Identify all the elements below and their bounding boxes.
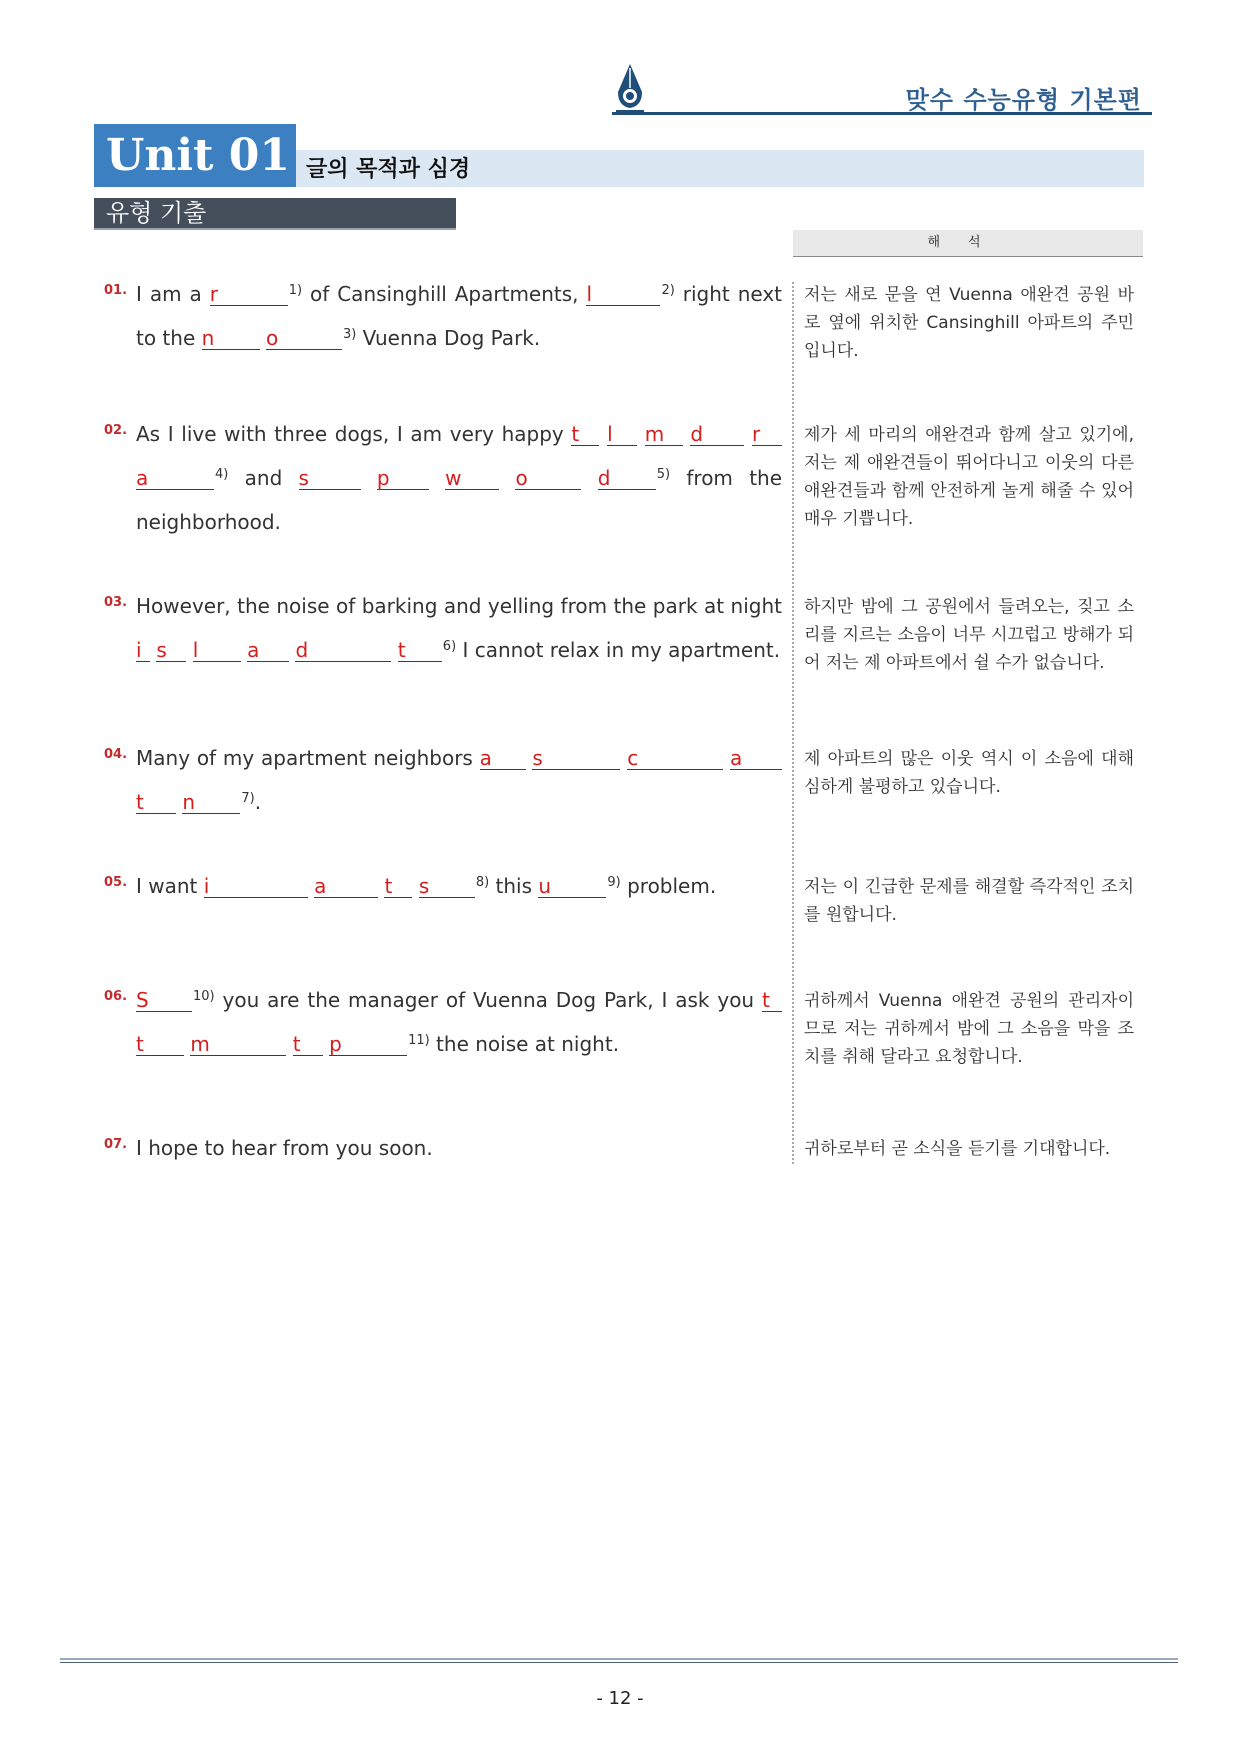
answer-blank[interactable]: o (266, 327, 342, 350)
korean-translation: 귀하께서 Vuenna 애완견 공원의 관리자이므로 저는 귀하께서 밤에 그 소음을 막을 조치를 취해 달라고 요청합니다. (804, 991, 1134, 1067)
sentence-text: I hope to hear from you soon. (136, 1136, 433, 1160)
korean-translation: 제 아파트의 많은 이웃 역시 이 소음에 대해 심하게 불평하고 있습니다. (804, 749, 1134, 797)
korean-translation: 하지만 밤에 그 공원에서 들려오는, 짖고 소리를 지르는 소음이 너무 시끄럽고 방해가 되어 저는 제 아파트에서 쉴 수가 없습니다. (804, 597, 1134, 673)
answer-blank[interactable]: a (136, 467, 214, 490)
sentence-text: from the neighborhood. (136, 466, 783, 534)
item-number: 04. (104, 747, 128, 762)
item-number: 01. (104, 283, 128, 298)
english-sentence (136, 736, 782, 824)
answer-blank[interactable]: t (136, 791, 176, 814)
answer-blank[interactable]: a (480, 747, 526, 770)
answer-blank[interactable]: t (398, 639, 442, 662)
sentence-text: this (489, 874, 539, 898)
answer-blank[interactable]: w (445, 467, 499, 490)
answer-blank[interactable]: r (210, 283, 288, 306)
blank-number: 4) (215, 467, 229, 482)
answer-blank[interactable]: t (136, 1033, 184, 1056)
sentence-text (723, 746, 730, 770)
answer-blank[interactable]: S (136, 989, 192, 1012)
item-number: 07. (104, 1137, 128, 1152)
answer-blank[interactable]: a (247, 639, 289, 662)
answer-blank[interactable]: t (293, 1033, 323, 1056)
sentence-text: of Cansinghill Apartments, (302, 282, 587, 306)
sentence-text (683, 422, 691, 446)
answer-blank[interactable]: s (532, 747, 620, 770)
english-sentence (136, 1126, 782, 1170)
korean-translation: 귀하로부터 곧 소식을 듣기를 기대합니다. (804, 1139, 1111, 1159)
answer-blank[interactable]: u (538, 875, 606, 898)
sentence-text (499, 466, 515, 490)
answer-blank[interactable]: n (202, 327, 260, 350)
english-sentence (136, 864, 782, 908)
answer-blank[interactable]: r (752, 423, 782, 446)
answer-blank[interactable]: i (136, 639, 150, 662)
answer-blank[interactable]: t (571, 423, 599, 446)
answer-blank[interactable]: a (730, 747, 782, 770)
sentence-text: I am a (136, 282, 210, 306)
english-sentence (136, 584, 782, 672)
sentence-text: I cannot relax in my apartment. (456, 638, 781, 662)
sentence-text (620, 746, 627, 770)
blank-number: 2) (661, 283, 675, 298)
blank-number: 10) (193, 989, 215, 1004)
sentence-text (599, 422, 607, 446)
answer-blank[interactable]: o (515, 467, 581, 490)
answer-blank[interactable]: n (182, 791, 240, 814)
english-sentence (136, 272, 782, 360)
item-number: 06. (104, 989, 128, 1004)
sentence-text: you are the manager of Vuenna Dog Park, I ask you (214, 988, 762, 1012)
blank-number: 9) (607, 875, 621, 890)
item-number: 03. (104, 595, 128, 610)
sentence-text (581, 466, 597, 490)
page-number: - 12 - (596, 1688, 644, 1709)
unit-label: Unit 01 (94, 124, 296, 187)
english-sentence (136, 412, 782, 544)
sentence-text (744, 422, 752, 446)
blank-number: 3) (342, 327, 357, 342)
answer-blank[interactable]: d (598, 467, 656, 490)
korean-translation: 제가 세 마리의 애완견과 함께 살고 있기에, 저는 제 애완견들이 뛰어다니고 이웃의 다른 애완견들과 함께 안전하게 놀게 해줄 수 있어 매우 기쁩니다. (804, 425, 1134, 529)
answer-blank[interactable]: t (762, 989, 782, 1012)
sentence-text: Vuenna Dog Park. (356, 326, 541, 350)
section-type-label: 유형 기출 (94, 198, 456, 230)
sentence-text: I want (136, 874, 204, 898)
answer-blank[interactable]: i (204, 875, 308, 898)
answer-blank[interactable]: s (299, 467, 361, 490)
blank-number: 1) (288, 283, 303, 298)
sentence-text (526, 746, 533, 770)
answer-blank[interactable]: s (156, 639, 186, 662)
sentence-text: However, the noise of barking and yelling from the park at night (136, 594, 782, 618)
sentence-text: and (228, 466, 299, 490)
sentence-text: As I live with three dogs, I am very happy (136, 422, 572, 446)
sentence-text (637, 422, 645, 446)
answer-blank[interactable]: p (377, 467, 429, 490)
item-number: 02. (104, 423, 128, 438)
answer-blank[interactable]: t (384, 875, 412, 898)
book-title: 맞수 수능유형 기본편 (905, 86, 1142, 114)
blank-number: 5) (656, 467, 671, 482)
answer-blank[interactable]: m (645, 423, 683, 446)
footer-rule (60, 1658, 1178, 1660)
korean-translation: 저는 이 긴급한 문제를 해결할 즉각적인 조치를 원합니다. (804, 877, 1134, 925)
book-logo-icon (612, 62, 648, 116)
sentence-text: problem. (620, 874, 717, 898)
unit-subtitle: 글의 목적과 심경 (306, 157, 471, 182)
english-sentence (136, 978, 782, 1066)
column-divider (792, 282, 794, 1164)
answer-blank[interactable]: c (627, 747, 723, 770)
sentence-text (429, 466, 445, 490)
answer-blank[interactable]: l (607, 423, 637, 446)
footer-rule (60, 1662, 1178, 1663)
item-number: 05. (104, 875, 128, 890)
answer-blank[interactable]: d (295, 639, 391, 662)
answer-blank[interactable]: s (419, 875, 475, 898)
answer-blank[interactable]: l (193, 639, 241, 662)
sentence-text: . (254, 790, 262, 814)
interpretation-header: 해석 (793, 230, 1143, 257)
answer-blank[interactable]: a (314, 875, 378, 898)
answer-blank[interactable]: p (329, 1033, 407, 1056)
korean-translation: 저는 새로 문을 연 Vuenna 애완견 공원 바로 옆에 위치한 Cansinghill 아파트의 주민입니다. (804, 285, 1134, 361)
blank-number: 8) (475, 875, 490, 890)
answer-blank[interactable]: m (190, 1033, 286, 1056)
sentence-text (361, 466, 377, 490)
answer-blank[interactable]: l (586, 283, 660, 306)
blank-number: 6) (442, 639, 457, 654)
blank-number: 11) (408, 1033, 430, 1048)
sentence-text: the noise at night. (429, 1032, 620, 1056)
sentence-text: Many of my apartment neighbors (136, 746, 480, 770)
blank-number: 7) (241, 791, 255, 806)
sentence-text: right next to the (136, 282, 783, 350)
answer-blank[interactable]: d (690, 423, 744, 446)
